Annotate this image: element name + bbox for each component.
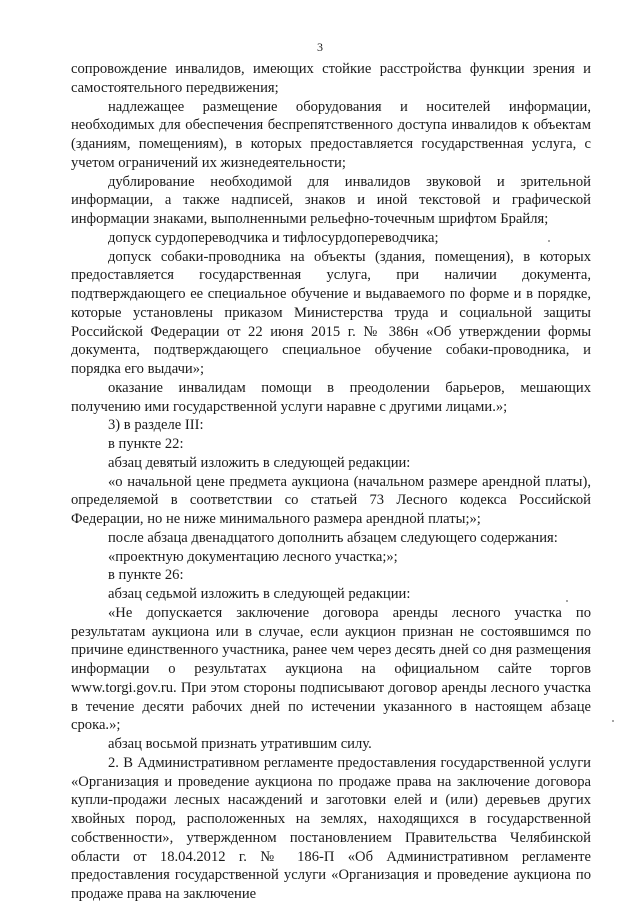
paragraph: абзац восьмой признать утратившим силу. [108,736,372,752]
paragraph: абзац седьмой изложить в следующей редакции: [108,586,411,602]
paragraph: допуск сурдопереводчика и тифлосурдопереводчика; [108,229,439,246]
paragraph: оказание инвалидам помощи в преодолении барьеров, мешающих получению ими государственной услуги наравне с другими лицами.»; [71,379,591,415]
document-body [71,60,591,904]
paragraph: «о начальной цене предмета аукциона (начальном размере арендной платы), определяемой в соответствии со статьей 73 Лесного кодекса Российской Федерации, но не ниже минимального размера арендной платы;»; [71,473,591,527]
paragraph: «Не допускается заключение договора аренды лесного участка по результатам аукциона или в случае, если аукцион признан не состоявшимся по причине единственного участника, ранее чем через десять дней со дня размещения информации о результатах аукциона на официальном сайте торгов www.torgi.gov.ru. При этом стороны подписывают договор аренды лесного участка в течение десяти рабочих дней по истечении указанного в настоящем абзаце срока.»; [71,604,591,734]
paragraph: «проектную документацию лесного участка;»; [108,548,398,565]
paragraph: 2. В Административном регламенте предоставления государственной услуги «Организация и проведение аукциона по продаже права на заключение договора купли-продажи лесных насаждений и заготовки елей и (или) деревьев других хвойных пород, расположенных на землях, находящихся в государственной собственности», утвержденном постановлением Правительства Челябинской области от 18.04.2012 г. № 186-П «Об Административном регламенте предоставления государственной услуги «Организация и проведение аукциона по продаже права на заключение [71,754,591,902]
scan-speck [566,600,568,602]
page-number: 3 [317,40,323,54]
scan-speck [548,240,550,242]
paragraph: абзац девятый изложить в следующей редакции: [108,454,411,471]
paragraph: в пункте 26: [108,567,184,584]
paragraph: после абзаца двенадцатого дополнить абзацем следующего содержания: [108,529,558,546]
paragraph: 3) в разделе III: [108,417,204,434]
paragraph: сопровождение инвалидов, имеющих стойкие расстройства функции зрения и самостоятельного передвижения; [71,61,591,96]
paragraph: допуск собаки-проводника на объекты (здания, помещения), в которых предоставляется государственная услуга, при наличии документа, подтверждающего ее специальное обучение и выдаваемого по форме и в порядке, которые установлены приказом Министерства труда и социальной защиты Российской Федерации от 22 июня 2015 г. № 386н «Об утверждении формы документа, подтверждающего специальное обучение собаки-проводника, и порядка его выдачи»; [71,248,591,377]
paragraph: в пункте 22: [108,436,184,452]
paragraph: надлежащее размещение оборудования и носителей информации, необходимых для обеспечения беспрепятственного доступа инвалидов к объектам (зданиям, помещениям), в которых предоставляется государственная услуга, с учетом ограничений их жизнедеятельности; [71,98,591,171]
paragraph: дублирование необходимой для инвалидов звуковой и зрительной информации, а также надписей, знаков и иной текстовой и графической информации знаками, выполненными рельефно-точечным шрифтом Брайля; [71,173,591,227]
scan-speck [612,720,614,722]
